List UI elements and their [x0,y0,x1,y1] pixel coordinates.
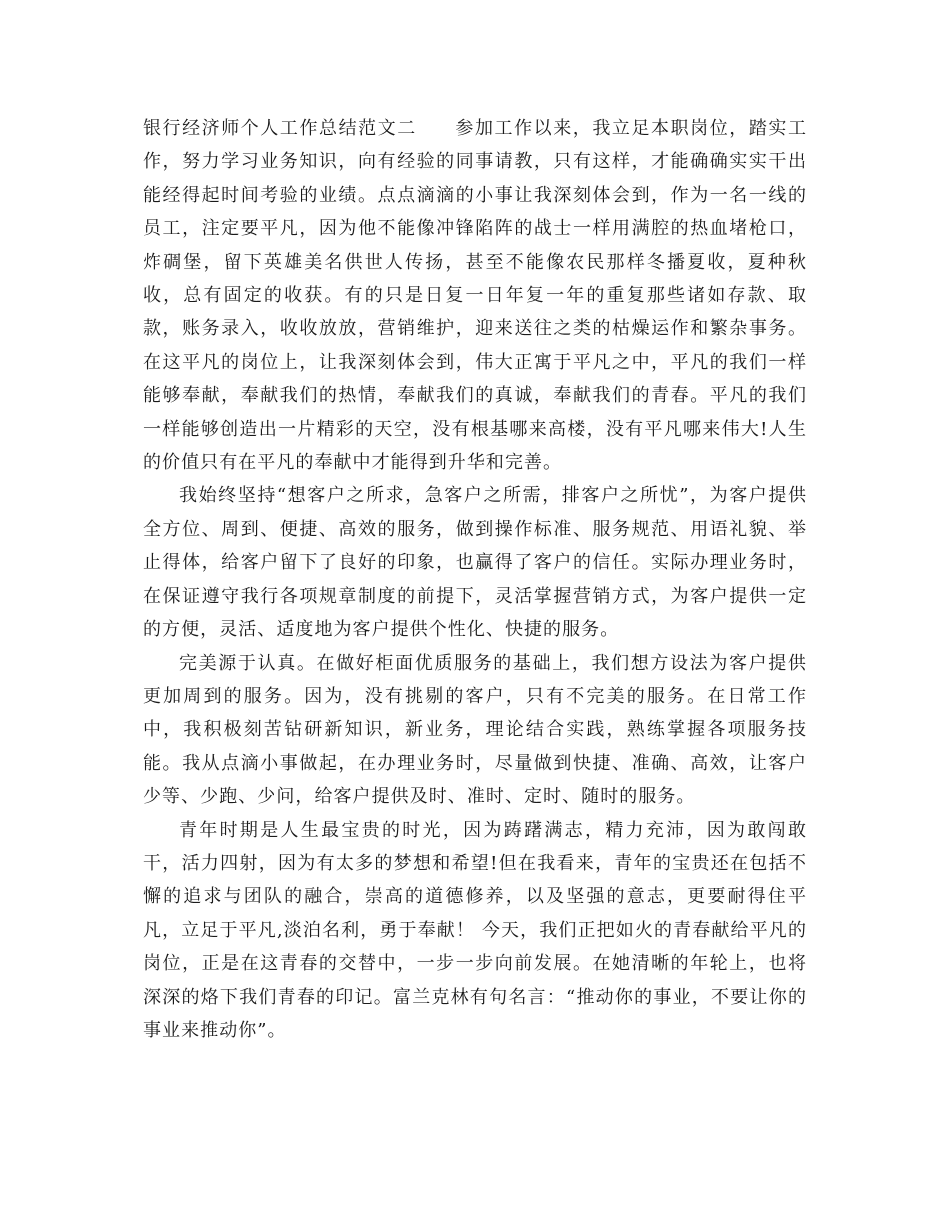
paragraph: 青年时期是人生最宝贵的时光，因为踌躇满志，精力充沛，因为敢闯敢干，活力四射，因为有太多的梦想和希望!但在我看来，青年的宝贵还在包括不懈的追求与团队的融合，崇高的道德修养，以及坚强的意志，更要耐得住平凡，立足于平凡,淡泊名利，勇于奉献！ 今天，我们正把如火的青春献给平凡的岗位，正是在这青春的交替中，一步一步向前发展。在她清晰的年轮上，也将深深的烙下我们青春的印记。富兰克林有句名言：“推动你的事业，不要让你的事业来推动你”。 [143,819,807,1041]
paragraph-text: 参加工作以来，我立足本职岗位，踏实工作，努力学习业务知识，向有经验的同事请教，只有这样，才能确确实实干出能经得起时间考验的业绩。点点滴滴的小事让我深刻体会到，作为一名一线的员工，注定要平凡，因为他不能像冲锋陷阵的战士一样用满腔的热血堵枪口，炸碉堡，留下英雄美名供世人传扬，甚至不能像农民那样冬播夏收，夏种秋收，总有固定的收获。有的只是日复一日年复一年的重复那些诸如存款、取款，账务录入，收收放放，营销维护，迎来送往之类的枯燥运作和繁杂事务。在这平凡的岗位上，让我深刻体会到，伟大正寓于平凡之中，平凡的我们一样能够奉献，奉献我们的热情，奉献我们的真诚，奉献我们的青春。平凡的我们一样能够创造出一片精彩的天空，没有根基哪来高楼，没有平凡哪来伟大!人生的价值只有在平凡的奉献中才能得到升华和完善。 [143,118,807,474]
paragraph: 完美源于认真。在做好柜面优质服务的基础上，我们想方设法为客户提供更加周到的服务。因为，没有挑剔的客户，只有不完美的服务。在日常工作中，我积极刻苦钻研新知识，新业务，理论结合实践，熟练掌握各项服务技能。我从点滴小事做起，在办理业务时，尽量做到快捷、准确、高效，让客户少等、少跑、少问，给客户提供及时、准时、定时、随时的服务。 [143,652,807,808]
first-paragraph [143,112,807,479]
document-body [143,112,807,1047]
document-title: 银行经济师个人工作总结范文二 [143,118,417,139]
paragraph: 我始终坚持“想客户之所求，急客户之所需，排客户之所忧”，为客户提供全方位、周到、便捷、高效的服务，做到操作标准、服务规范、用语礼貌、举止得体，给客户留下了良好的印象，也赢得了客户的信任。实际办理业务时，在保证遵守我行各项规章制度的前提下，灵活掌握营销方式，为客户提供一定的方便，灵活、适度地为客户提供个性化、快捷的服务。 [143,485,807,641]
